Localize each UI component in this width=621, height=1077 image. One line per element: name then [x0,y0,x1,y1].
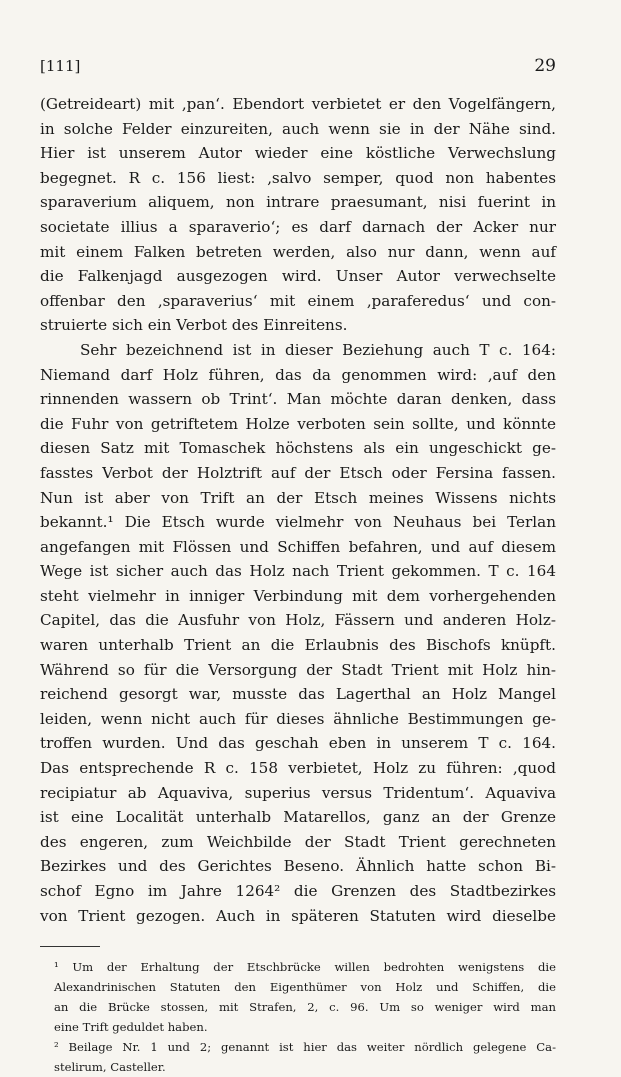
body-line: des engeren, zum Weichbilde der Stadt Trient gerechneten [40,832,556,851]
body-line: waren unterhalb Trient an die Erlaubnis des Bischofs knüpft. [40,636,556,655]
footnote-divider [40,946,100,947]
body-line: die Fuhr von getriftetem Holze verboten sein sollte, und könnte [40,414,556,433]
body-line: in solche Felder einzureiten, auch wenn sie in der Nähe sind. [40,119,556,138]
body-line: Bezirkes und des Gerichtes Beseno. Ähnlich hatte schon Bi- [40,857,556,876]
body-line: Während so für die Versorgung der Stadt Trient mit Holz hin- [40,660,556,679]
footnote-line: eine Trift geduldet haben. [54,1020,208,1035]
body-line: sparaverium aliquem, non intrare praesumant, nisi fuerint in [40,193,556,212]
body-line: (Getreideart) mit ‚pan‘. Ebendort verbietet er den Vogelfängern, [40,95,556,113]
body-line: diesen Satz mit Tomaschek höchstens als ein ungeschickt ge- [40,439,556,458]
body-line: begegnet. R c. 156 liest: ‚salvo semper, quod non habentes [40,168,556,187]
body-line: mit einem Falken betreten werden, also nur dann, wenn auf [40,242,556,261]
footnote-line: ¹ Um der Erhaltung der Etschbrücke willen bedrohten wenigstens die [54,960,556,975]
body-line: Wege ist sicher auch das Holz nach Trient gekommen. T c. 164 [40,562,556,581]
body-line: angefangen mit Flössen und Schiffen befahren, und auf diesem [40,537,556,556]
body-line: Das entsprechende R c. 158 verbietet, Holz zu führen: ‚quod [40,759,556,778]
body-line: Sehr bezeichnend ist in dieser Beziehung auch T c. 164: [80,340,556,359]
body-line: fasstes Verbot der Holztrift auf der Etsch oder Fersina fassen. [40,463,556,482]
body-text [40,92,556,928]
body-line: troffen wurden. Und das geschah eben in unserem T c. 164. [40,734,556,753]
body-line: die Falkenjagd ausgezogen wird. Unser Autor verwechselte [40,267,556,286]
body-line: rinnenden wassern ob Trint‘. Man möchte daran denken, dass [40,390,556,409]
footnotes [40,957,556,1077]
body-line: Capitel, das die Ausfuhr von Holz, Fässern und anderen Holz- [40,611,556,630]
body-line: recipiatur ab Aquaviva, superius versus Tridentum‘. Aquaviva [40,783,556,802]
page [40,56,556,1077]
page-header [40,56,556,76]
page-number: 29 [534,56,556,76]
footnote-line: ² Beilage Nr. 1 und 2; genannt ist hier das weiter nördlich gelegene Ca- [54,1040,556,1055]
body-line: Hier ist unserem Autor wieder eine köstliche Verwechslung [40,144,556,163]
body-line: reichend gesorgt war, musste das Lagerthal an Holz Mangel [40,685,556,704]
body-line: von Trient gezogen. Auch in späteren Statuten wird dieselbe [40,906,556,925]
body-line: ist eine Localität unterhalb Matarellos, ganz an der Grenze [40,808,556,827]
body-line: leiden, wenn nicht auch für dieses ähnliche Bestimmungen ge- [40,709,556,728]
body-line: bekannt.¹ Die Etsch wurde vielmehr von Neuhaus bei Terlan [40,513,556,532]
body-line: steht vielmehr in inniger Verbindung mit dem vorhergehenden [40,586,556,605]
body-line: struierte sich ein Verbot des Einreitens. [40,316,348,335]
body-line: Nun ist aber von Trift an der Etsch meines Wissens nichts [40,488,556,507]
body-line: schof Egno im Jahre 1264² die Grenzen des Stadtbezirkes [40,882,556,900]
body-line: societate illius a sparaverio‘; es darf darnach der Acker nur [40,217,556,236]
section-marker: [111] [40,57,81,75]
footnote-line: Alexandrinischen Statuten den Eigenthümer von Holz und Schiffen, die [54,980,556,995]
footnote-line: an die Brücke stossen, mit Strafen, 2, c. 96. Um so weniger wird man [54,1000,556,1015]
body-line: offenbar den ‚sparaverius‘ mit einem ‚paraferedus‘ und con- [40,291,556,310]
body-line: Niemand darf Holz führen, das da genommen wird: ‚auf den [40,365,556,384]
footnote-line: stelirum, Casteller. [54,1060,166,1075]
